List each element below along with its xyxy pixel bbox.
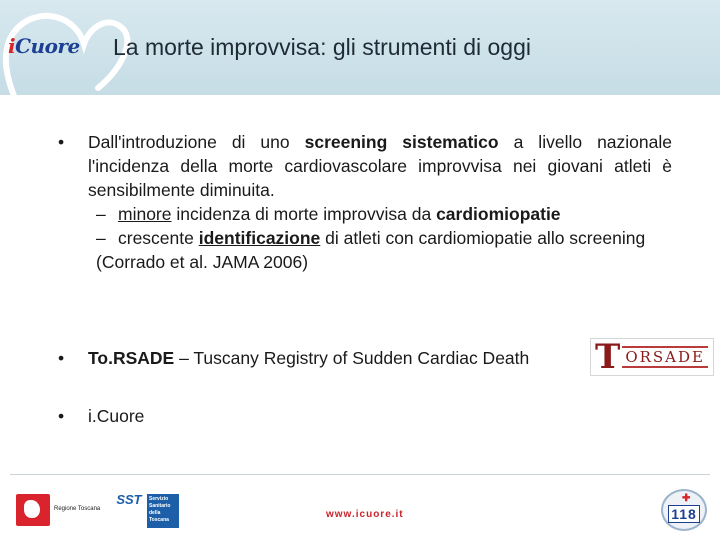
icuore-logo: iCuore	[8, 34, 80, 58]
bullet-marker: •	[58, 406, 65, 426]
bullet-marker: •	[58, 348, 65, 368]
regione-toscana-logo	[16, 494, 50, 526]
bullet-icuore: • i.Cuore	[58, 406, 145, 426]
main-content	[58, 130, 672, 274]
cross-icon: ✚	[682, 493, 691, 504]
sst-label: Servizio Sanitario della Toscana	[147, 494, 179, 528]
dash-marker: –	[96, 204, 106, 224]
heart-outline-icon	[0, 0, 150, 140]
footer-divider	[10, 474, 710, 475]
torsade-logo: T ORSADE	[590, 338, 714, 376]
bullet-marker: •	[58, 132, 65, 152]
bullet-torsade: • To.RSADE – Tuscany Registry of Sudden Cardiac Death	[58, 348, 530, 368]
citation: (Corrado et al. JAMA 2006)	[96, 252, 309, 272]
slide-title: La morte improvvisa: gli strumenti di oggi	[113, 34, 531, 60]
sst-logo: SST	[112, 492, 146, 528]
bullet-screening: • Dall'introduzione di uno screening sistematico a livello nazionale l'incidenza della morte cardiovascolare improvvisa nei giovani atleti è sensibilmente diminuita.	[58, 132, 672, 200]
sub-item-crescente: – crescente identificazione di atleti con cardiomiopatie allo screening	[96, 228, 646, 248]
dash-marker: –	[96, 228, 106, 248]
regione-toscana-label: Regione Toscana	[54, 506, 101, 512]
sub-item-minore: – minore incidenza di morte improvvisa da cardiomiopatie	[96, 204, 561, 224]
emergency-118-logo: ✚ 118	[661, 489, 707, 531]
website-url[interactable]: www.icuore.it	[326, 509, 404, 520]
